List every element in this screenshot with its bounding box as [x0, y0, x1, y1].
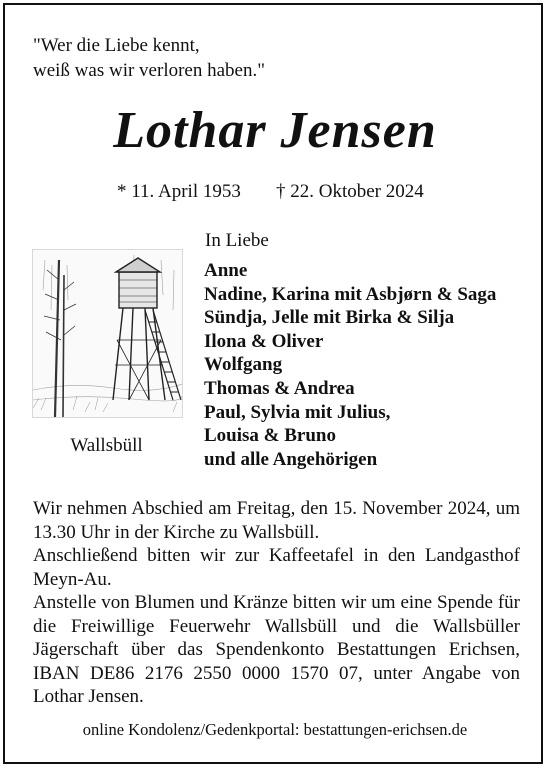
deceased-name: Lothar Jensen	[113, 102, 437, 159]
quote	[33, 33, 265, 83]
mourners-list	[204, 259, 496, 471]
online-condolence-line: online Kondolenz/Gedenkportal: bestattungen-erichsen.de	[82, 720, 468, 739]
hunting-stand-drawing	[32, 249, 183, 418]
mourner-line: Wolfgang	[204, 354, 283, 376]
mourner-line: Ilona & Oliver	[204, 330, 324, 352]
mourner-line: Thomas & Andrea	[204, 377, 355, 399]
in-liebe-label: In Liebe	[205, 230, 269, 251]
mourner-line: Paul, Sylvia mit Julius,	[204, 401, 391, 423]
quote-line-2: weiß was wir verloren haben."	[33, 60, 265, 81]
reception-paragraph: Anschließend bitten wir zur Kaffeetafel in den Landgasthof Meyn-Au.	[33, 545, 520, 590]
birth-date: * 11. April 1953	[117, 181, 241, 202]
photo-caption: Wallsbüll	[70, 435, 143, 456]
mourner-line: Nadine, Karina mit Asbjørn & Saga	[204, 283, 497, 305]
mourner-line: Anne	[204, 260, 248, 281]
mourner-line: Louisa & Bruno	[204, 425, 336, 447]
notice-text	[33, 497, 520, 709]
donation-paragraph: Anstelle von Blumen und Kränze bitten wir um eine Spende für die Freiwillige Feuerwehr Wallsbüll und die Wallsbüller Jägerschaft über das Spendenkonto Bestattungen Erichsen, IBAN DE86 2176 2550 0000 1570 07, unter Angabe von Lothar Jensen.	[33, 592, 520, 707]
mourner-line: Sündja, Jelle mit Birka & Silja	[204, 307, 455, 329]
mourner-line: und alle Angehörigen	[204, 448, 378, 470]
death-date: † 22. Oktober 2024	[276, 181, 424, 202]
farewell-paragraph: Wir nehmen Abschied am Freitag, den 15. November 2024, um 13.30 Uhr in der Kirche zu Wallsbüll.	[33, 498, 520, 543]
quote-line-1: "Wer die Liebe kennt,	[33, 35, 200, 56]
